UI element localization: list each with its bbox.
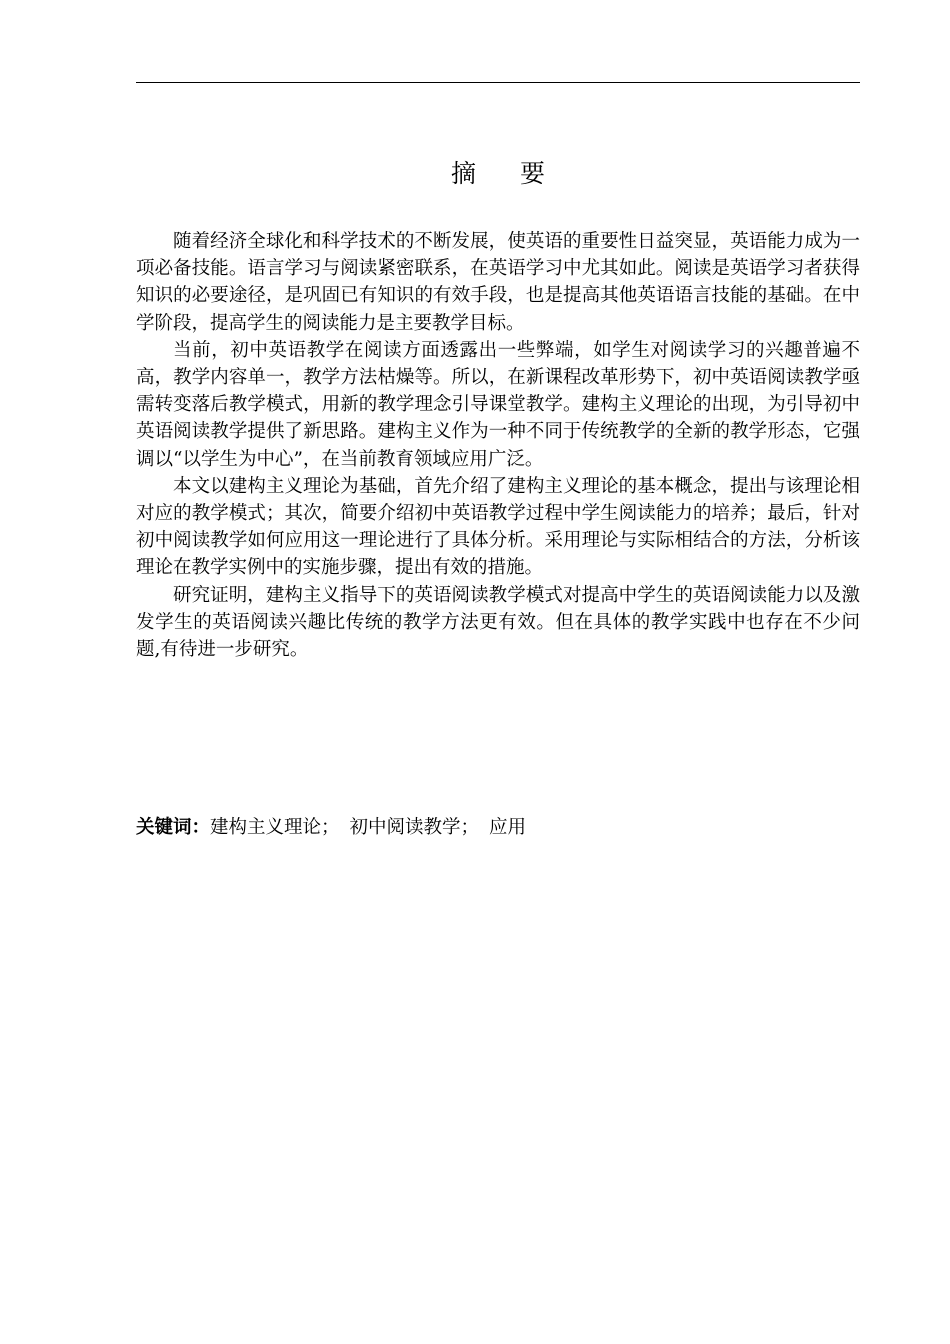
keyword-1: 建构主义理论； — [210, 817, 340, 838]
keyword-3: 应用 — [489, 817, 527, 838]
abstract-paragraph-2: 当前，初中英语教学在阅读方面透露出一些弊端，如学生对阅读学习的兴趣普遍不高，教学内容单一，教学方法枯燥等。所以，在新课程改革形势下，初中英语阅读教学亟需转变落后教学模式，用新的教学理念引导课堂教学。建构主义理论的出现，为引导初中英语阅读教学提供了新思路。建构主义作为一种不同于传统教学的全新的教学形态，它强调以“以学生为中心”，在当前教育领域应用广泛。 — [136, 339, 860, 470]
abstract-title-char-2: 要 — [520, 159, 546, 188]
header-rule — [136, 82, 860, 83]
keywords-label: 关键词： — [136, 817, 211, 838]
abstract-paragraph-4: 研究证明，建构主义指导下的英语阅读教学模式对提高中学生的英语阅读能力以及激发学生的英语阅读兴趣比传统的教学方法更有效。但在具体的教学实践中也存在不少问题,有待进一步研究。 — [136, 584, 860, 661]
abstract-paragraph-1: 随着经济全球化和科学技术的不断发展，使英语的重要性日益突显，英语能力成为一项必备技能。语言学习与阅读紧密联系，在英语学习中尤其如此。阅读是英语学习者获得知识的必要途径，是巩固已有知识的有效手段，也是提高其他英语语言技能的基础。在中学阶段，提高学生的阅读能力是主要教学目标。 — [136, 231, 860, 334]
abstract-title-char-1: 摘 — [450, 159, 476, 188]
keyword-2: 初中阅读教学； — [349, 817, 480, 838]
abstract-paragraph-3: 本文以建构主义理论为基础，首先介绍了建构主义理论的基本概念，提出与该理论相对应的教学模式；其次，简要介绍初中英语教学过程中学生阅读能力的培养；最后，针对初中阅读教学如何应用这一理论进行了具体分析。采用理论与实际相结合的方法，分析该理论在教学实例中的实施步骤，提出有效的措施。 — [136, 475, 860, 579]
abstract-title — [136, 156, 860, 192]
keywords-line — [136, 814, 860, 842]
abstract-body — [136, 228, 860, 663]
